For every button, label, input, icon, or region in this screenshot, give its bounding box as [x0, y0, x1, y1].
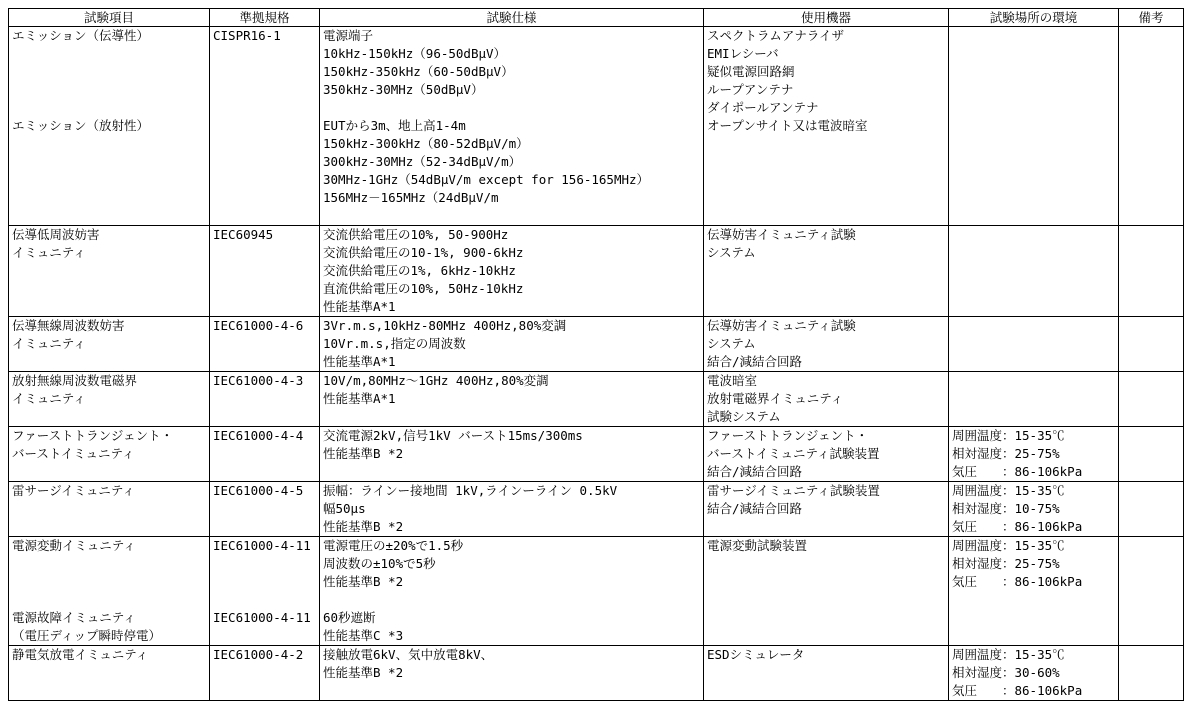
cell-line: IEC61000-4-11 [213, 538, 311, 553]
cell-line [213, 555, 316, 573]
cell-line: 直流供給電圧の10%, 50Hz-10kHz [323, 281, 524, 296]
cell-line [213, 573, 316, 591]
cell-line: 10Vr.m.s,指定の周波数 [323, 336, 466, 351]
cell-line: ESDシミュレータ [707, 647, 805, 662]
cell-line: ループアンテナ [707, 82, 794, 97]
cell-line [12, 171, 206, 189]
cell-line: 相対湿度：30-60% [952, 665, 1060, 680]
equipment-cell [704, 482, 949, 537]
cell-line: エミッション（伝導性） [12, 28, 150, 43]
cell-line [12, 555, 206, 573]
table-row [9, 372, 1184, 427]
cell-line: 性能基準A*1 [323, 299, 396, 314]
cell-line: 雷サージイミュニティ試験装置 [707, 483, 880, 498]
test-item-cell [9, 427, 210, 482]
test-item-cell [9, 372, 210, 427]
cell-line: 周囲温度：15-35℃ [952, 647, 1065, 662]
standard-cell [210, 482, 320, 537]
table-row [9, 317, 1184, 372]
remarks-cell [1119, 317, 1184, 372]
cell-line: 交流電源2kV,信号1kV バースト15ms/300ms [323, 428, 583, 443]
cell-line: システム [707, 336, 756, 351]
cell-line: 気圧 ：86-106kPa [952, 574, 1083, 589]
cell-line: 性能基準A*1 [323, 391, 396, 406]
cell-line: IEC61000-4-5 [213, 483, 304, 498]
cell-line: 静電気放電イミュニティ [12, 647, 149, 662]
cell-line: 150kHz-350kHz（60-50dBμV） [323, 64, 514, 79]
test-spec-cell [320, 226, 704, 317]
table-row [9, 646, 1184, 701]
header-row [9, 9, 1184, 27]
cell-line: 放射電磁界イミュニティ [707, 391, 844, 406]
equipment-cell [704, 427, 949, 482]
cell-line: 10V/m,80MHz～1GHz 400Hz,80%変調 [323, 373, 549, 388]
cell-line: 振幅：ラインー接地間 1kV,ラインーライン 0.5kV [323, 483, 618, 498]
test-spec-cell [320, 372, 704, 427]
header-equipment: 使用機器 [704, 9, 949, 27]
cell-line: ファーストトランジェント・ [707, 428, 869, 443]
cell-line: 相対湿度：25-75% [952, 446, 1060, 461]
cell-line [12, 189, 206, 207]
cell-line: 3Vr.m.s,10kHz-80MHz 400Hz,80%変調 [323, 318, 567, 333]
environment-cell [949, 646, 1119, 701]
cell-line: 電源電圧の±20%で1.5秒 [323, 538, 464, 553]
cell-line: 60秒遮断 [323, 610, 376, 625]
cell-line: IEC60945 [213, 227, 274, 242]
cell-line: システム [707, 245, 756, 260]
standard-cell [210, 372, 320, 427]
cell-line: 性能基準B *2 [323, 519, 404, 534]
cell-line: 周囲温度：15-35℃ [952, 483, 1065, 498]
cell-line: 伝導妨害イミュニティ試験 [707, 227, 856, 242]
cell-line: 電源故障イミュニティ [12, 610, 136, 625]
cell-line: ダイポールアンテナ [707, 100, 819, 115]
cell-line [12, 573, 206, 591]
cell-line: CISPR16-1 [213, 28, 281, 43]
cell-line [12, 81, 206, 99]
cell-line: 30MHz-1GHz（54dBμV/m except for 156-165MHz） [323, 172, 650, 187]
cell-line: EMIレシーバ [707, 46, 779, 61]
cell-line: 150kHz-300kHz（80-52dBμV/m） [323, 136, 529, 151]
environment-cell [949, 226, 1119, 317]
standard-cell [210, 537, 320, 646]
cell-line: 相対湿度：10-75% [952, 501, 1060, 516]
cell-line: 350kHz-30MHz（50dBμV） [323, 82, 484, 97]
remarks-cell [1119, 646, 1184, 701]
cell-line: （電圧ディップ瞬時停電） [12, 628, 162, 643]
cell-line: イミュニティ [12, 336, 86, 351]
equipment-cell [704, 372, 949, 427]
cell-line: 電波暗室 [707, 373, 758, 388]
test-spec-cell [320, 537, 704, 646]
standard-cell [210, 226, 320, 317]
standard-cell [210, 317, 320, 372]
cell-line: エミッション（放射性） [12, 118, 150, 133]
cell-line: 疑似電源回路網 [707, 64, 795, 79]
environment-cell [949, 482, 1119, 537]
test-spec-cell [320, 482, 704, 537]
standard-cell [210, 27, 320, 226]
cell-line: 気圧 ：86-106kPa [952, 464, 1083, 479]
test-specification-table [8, 8, 1184, 701]
cell-line: 性能基準B *2 [323, 665, 404, 680]
cell-line: 伝導妨害イミュニティ試験 [707, 318, 856, 333]
cell-line: 300kHz-30MHz（52-34dBμV/m） [323, 154, 522, 169]
test-item-cell [9, 317, 210, 372]
test-spec-cell [320, 646, 704, 701]
cell-line: イミュニティ [12, 391, 86, 406]
table-row [9, 427, 1184, 482]
equipment-cell [704, 317, 949, 372]
cell-line: 結合/減結合回路 [707, 354, 803, 369]
remarks-cell [1119, 482, 1184, 537]
test-spec-cell [320, 317, 704, 372]
cell-line [12, 135, 206, 153]
cell-line: 幅50μs [323, 501, 366, 516]
cell-line: 性能基準B *2 [323, 446, 404, 461]
cell-line: 結合/減結合回路 [707, 464, 803, 479]
cell-line [12, 45, 206, 63]
cell-line: IEC61000-4-2 [213, 647, 304, 662]
cell-line [12, 153, 206, 171]
cell-line: 性能基準B *2 [323, 574, 404, 589]
cell-line: オープンサイト又は電波暗室 [707, 118, 868, 133]
cell-line [12, 591, 206, 609]
test-item-cell [9, 537, 210, 646]
header-remarks: 備考 [1119, 9, 1184, 27]
cell-line: 相対湿度：25-75% [952, 556, 1060, 571]
cell-line: 電源変動試験装置 [707, 538, 808, 553]
cell-line: 気圧 ：86-106kPa [952, 519, 1083, 534]
cell-line: スペクトラムアナライザ [707, 28, 845, 43]
header-environment: 試験場所の環境 [949, 9, 1119, 27]
cell-line: 周波数の±10%で5秒 [323, 556, 436, 571]
standard-cell [210, 646, 320, 701]
cell-line: イミュニティ [12, 245, 86, 260]
test-spec-cell [320, 27, 704, 226]
environment-cell [949, 537, 1119, 646]
cell-line: 交流供給電圧の10-1%, 900-6kHz [323, 245, 524, 260]
test-item-cell [9, 482, 210, 537]
cell-line: バーストイミュニティ試験装置 [707, 446, 880, 461]
remarks-cell [1119, 226, 1184, 317]
table-row [9, 226, 1184, 317]
environment-cell [949, 317, 1119, 372]
test-item-cell [9, 27, 210, 226]
cell-line [323, 591, 700, 609]
header-test-spec: 試験仕様 [320, 9, 704, 27]
test-item-cell [9, 646, 210, 701]
remarks-cell [1119, 27, 1184, 226]
cell-line: 放射無線周波数電磁界 [12, 373, 138, 388]
cell-line: IEC61000-4-11 [213, 610, 311, 625]
cell-line: 性能基準C *3 [323, 628, 404, 643]
cell-line: 伝導無線周波数妨害 [12, 318, 125, 333]
equipment-cell [704, 537, 949, 646]
cell-line [12, 99, 206, 117]
test-item-cell [9, 226, 210, 317]
header-test-item: 試験項目 [9, 9, 210, 27]
cell-line [213, 591, 316, 609]
cell-line: 結合/減結合回路 [707, 501, 803, 516]
equipment-cell [704, 226, 949, 317]
cell-line: 性能基準A*1 [323, 354, 396, 369]
cell-line [12, 63, 206, 81]
cell-line: 交流供給電圧の1%, 6kHz-10kHz [323, 263, 516, 278]
header-standard: 準拠規格 [210, 9, 320, 27]
cell-line: 周囲温度：15-35℃ [952, 538, 1065, 553]
equipment-cell [704, 27, 949, 226]
cell-line: 接触放電6kV、気中放電8kV、 [323, 647, 494, 662]
table-row [9, 27, 1184, 226]
standard-cell [210, 427, 320, 482]
table-row [9, 482, 1184, 537]
equipment-cell [704, 646, 949, 701]
cell-line [12, 207, 206, 225]
environment-cell [949, 427, 1119, 482]
test-spec-cell [320, 427, 704, 482]
cell-line: IEC61000-4-3 [213, 373, 304, 388]
cell-line: 10kHz-150kHz（96-50dBμV） [323, 46, 507, 61]
cell-line: ファーストトランジェント・ [12, 428, 174, 443]
cell-line: 156MHz－165MHz（24dBμV/m [323, 190, 499, 205]
cell-line: 電源端子 [323, 28, 374, 43]
table-row [9, 537, 1184, 646]
cell-line: 周囲温度：15-35℃ [952, 428, 1065, 443]
remarks-cell [1119, 537, 1184, 646]
cell-line: IEC61000-4-6 [213, 318, 304, 333]
cell-line: 伝導低周波妨害 [12, 227, 100, 242]
cell-line: 気圧 ：86-106kPa [952, 683, 1083, 698]
cell-line: 交流供給電圧の10%, 50-900Hz [323, 227, 509, 242]
cell-line: バーストイミュニティ [12, 446, 135, 461]
cell-line: 雷サージイミュニティ [12, 483, 135, 498]
cell-line: IEC61000-4-4 [213, 428, 304, 443]
environment-cell [949, 27, 1119, 226]
remarks-cell [1119, 427, 1184, 482]
cell-line: EUTから3m、地上高1-4m [323, 118, 466, 133]
environment-cell [949, 372, 1119, 427]
cell-line: 電源変動イミュニティ [12, 538, 136, 553]
cell-line: 試験システム [707, 409, 781, 424]
cell-line [323, 99, 700, 117]
remarks-cell [1119, 372, 1184, 427]
